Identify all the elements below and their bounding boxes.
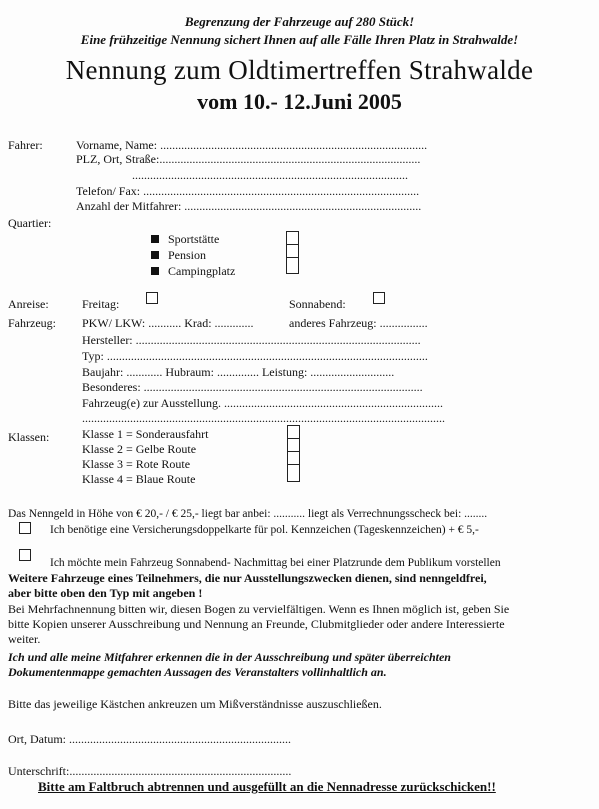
header-notice: Eine frühzeitige Nennung sichert Ihnen auf alle Fälle Ihren Platz in Strahwalde! <box>80 32 519 47</box>
anreise-label: Anreise: <box>8 297 49 311</box>
sonnabend-checkbox[interactable] <box>373 292 385 304</box>
erkennen-line2: Dokumentenmappe gemachten Aussagen des Veranstalters vollinhaltlich an. <box>8 665 387 679</box>
ausstellung-field[interactable]: Fahrzeug(e) zur Ausstellung. ......................................................................... <box>82 396 443 410</box>
typ-field[interactable]: Typ: ........................................................................................................... <box>82 349 428 363</box>
versicherung-checkbox[interactable] <box>19 522 31 534</box>
klasse-2: Klasse 2 = Gelbe Route <box>82 442 197 456</box>
vorstellen-text: Ich möchte mein Fahrzeug Sonnabend- Nachmittag bei einer Platzrunde dem Publikum vorstellen <box>50 557 501 569</box>
klassen-label: Klassen: <box>8 430 50 444</box>
address-field-cont[interactable]: ............................................................................................ <box>132 168 408 182</box>
checkbox-klasse-3[interactable] <box>288 452 299 465</box>
klasse-4: Klasse 4 = Blaue Route <box>82 472 196 486</box>
event-date: vom 10.- 12.Juni 2005 <box>197 89 402 114</box>
page-title: Nennung zum Oldtimertreffen Strahwalde <box>65 55 534 85</box>
weitere-line2: aber bitte oben den Typ mit angeben ! <box>8 586 203 600</box>
footer-instruction: Bitte am Faltbruch abtrennen und ausgefüllt an die Nennadresse zurückschicken!! <box>38 779 496 794</box>
mehrfach-line3: weiter. <box>8 632 41 646</box>
checkbox-klasse-1[interactable] <box>288 426 299 439</box>
extra-field[interactable]: ......................................................................................................................... <box>82 411 445 425</box>
klassen-checkbox-group[interactable] <box>287 425 300 482</box>
bullet-icon <box>151 267 159 275</box>
baujahr-field[interactable]: Baujahr: ............ Hubraum: .............. Leistung: ............................ <box>82 365 395 379</box>
pkw-krad-field[interactable]: PKW/ LKW: ........... Krad: ............. <box>82 316 254 330</box>
checkbox-klasse-2[interactable] <box>288 439 299 452</box>
freitag-checkbox[interactable] <box>146 292 158 304</box>
besonderes-field[interactable]: Besonderes: ............................................................................................. <box>82 380 423 394</box>
header-limit: Begrenzung der Fahrzeuge auf 280 Stück! <box>184 14 415 29</box>
sonnabend-label: Sonnabend: <box>289 297 346 311</box>
option-campingplatz: Campingplatz <box>168 264 236 278</box>
signature-field[interactable]: Unterschrift:.......................................................................... <box>8 764 292 778</box>
option-sportstaette: Sportstätte <box>168 232 220 246</box>
vorstellen-checkbox[interactable] <box>19 549 31 561</box>
versicherung-text: Ich benötige eine Versicherungsdoppelkarte für pol. Kennzeichen (Tageskennzeichen) + € 5,- <box>50 524 479 536</box>
checkbox-sportstaette[interactable] <box>287 232 298 245</box>
klasse-3: Klasse 3 = Rote Route <box>82 457 191 471</box>
other-vehicle-field[interactable]: anderes Fahrzeug: ................ <box>289 316 428 330</box>
bullet-icon <box>151 251 159 259</box>
companions-field[interactable]: Anzahl der Mitfahrer: ............................................................................... <box>76 199 422 213</box>
option-pension: Pension <box>168 248 207 262</box>
klasse-1: Klasse 1 = Sonderausfahrt <box>82 427 209 441</box>
checkbox-campingplatz[interactable] <box>287 258 298 271</box>
checkbox-klasse-4[interactable] <box>288 465 299 478</box>
kaestchen-note: Bitte das jeweilige Kästchen ankreuzen um Mißverständnisse auszuschließen. <box>8 697 382 711</box>
mehrfach-line1: Bei Mehrfachnennung bitten wir, diesen Bogen zu vervielfältigen. Wenn es Ihnen möglich ist, geben Sie <box>8 602 510 616</box>
checkbox-pension[interactable] <box>287 245 298 258</box>
bullet-icon <box>151 235 159 243</box>
name-field[interactable]: Vorname, Name: ......................................................................................... <box>76 138 428 152</box>
fahrer-label: Fahrer: <box>8 138 43 152</box>
quartier-checkbox-group[interactable] <box>286 231 299 274</box>
nenngeld-text: Das Nenngeld in Höhe von € 20,- / € 25,- liegt bar anbei: ........... liegt als Verrechnungsscheck bei: ........ <box>8 508 488 520</box>
mehrfach-line2: bitte Kopien unserer Ausschreibung und Nennung an Freunde, Clubmitglieder oder andere Interessierte <box>8 617 505 631</box>
address-field[interactable]: PLZ, Ort, Straße:....................................................................................... <box>76 152 421 166</box>
phone-field[interactable]: Telefon/ Fax: ............................................................................................ <box>76 184 420 198</box>
freitag-label: Freitag: <box>82 297 120 311</box>
fahrzeug-label: Fahrzeug: <box>8 316 56 330</box>
quartier-label: Quartier: <box>8 216 52 230</box>
erkennen-line1: Ich und alle meine Mitfahrer erkennen die in der Ausschreibung und später überreichten <box>8 650 451 664</box>
ort-datum-field[interactable]: Ort, Datum: .......................................................................... <box>8 732 291 746</box>
weitere-line1: Weitere Fahrzeuge eines Teilnehmers, die nur Ausstellungszwecken dienen, sind nenngeldfrei, <box>8 571 487 585</box>
hersteller-field[interactable]: Hersteller: ............................................................................................... <box>82 333 421 347</box>
